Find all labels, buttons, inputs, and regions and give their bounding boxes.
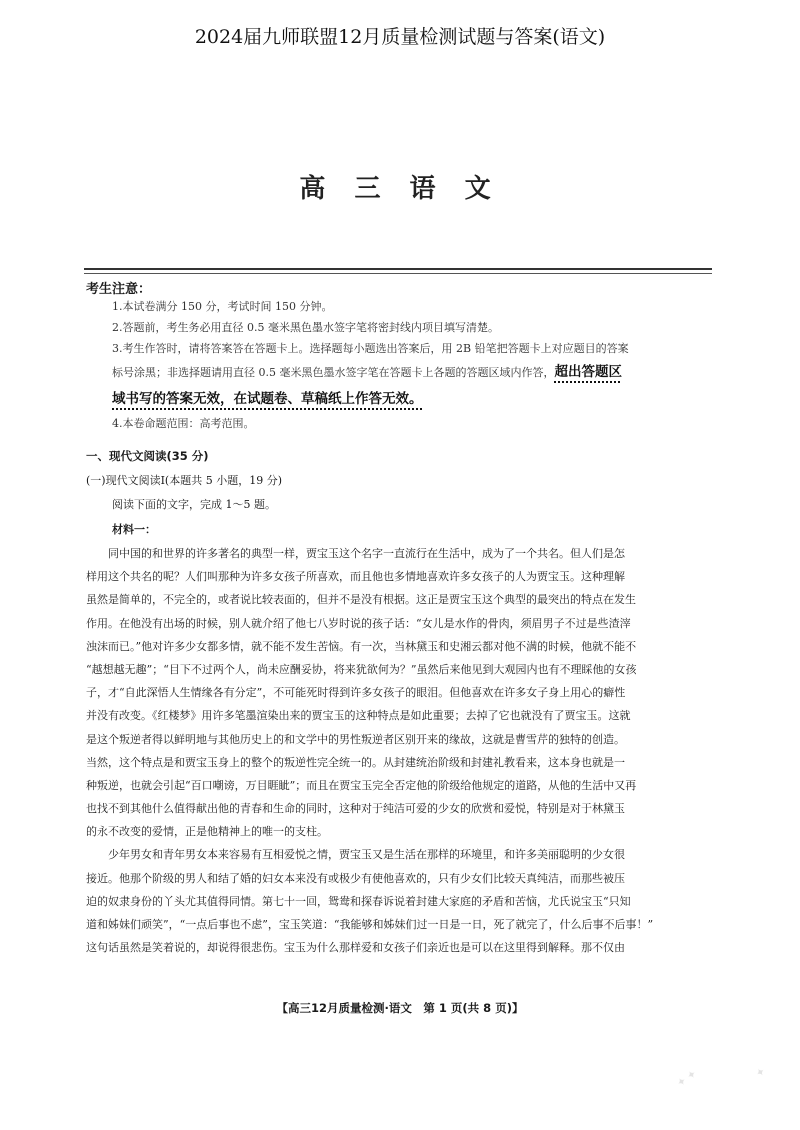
passage-line: 道和姊妹们顽笑”，“一点后事也不虑”，宝玉笑道：“我能够和姊妹们过一日是一日，死了就完了，什么后事不后事！” (86, 918, 654, 931)
passage-text (86, 542, 714, 959)
notice-list (112, 296, 712, 434)
passage-line: “越想越无趣”；“目下不过两个人，尚未应酬妥协，将来犹欲何为？”虽然后来他见到大观园内也有不理睬他的女孩 (86, 662, 637, 676)
notice-emphasis-a: 超出答题区 (554, 364, 622, 380)
notice-heading: 考生注意： (86, 282, 152, 297)
material-label: 材料一： (112, 523, 156, 536)
section-heading: 一、现代文阅读(35 分) (86, 449, 209, 463)
exam-title: 高 三 语 文 (299, 174, 501, 204)
notice-item-3: 3.考生作答时，请将答案答在答题卡上。选择题每小题选出答案后，用 2B 铅笔把答题卡上对应题目的答案 (112, 342, 629, 355)
passage-line: 当然，这个特点是和贾宝玉身上的整个的叛逆性完全统一的。从封建统治阶级和封建礼教看来，这本身也就是一 (86, 755, 625, 769)
passage-line: 种叛逆，也就会引起“百口嘲谤，万目睚眦”；而且在贾宝玉完全否定他的阶级给他规定的道路，从他的生活中又再 (86, 778, 637, 792)
passage-line: 接近。他那个阶级的男人和结了婚的妇女本来没有或极少有使他喜欢的，只有少女们比较天真纯洁，而那些被压 (86, 871, 625, 885)
passage-line: 少年男女和青年男女本来容易有互相爱悦之情，贾宝玉又是生活在那样的环境里，和许多美丽聪明的少女很 (86, 848, 625, 862)
reading-instruction: 阅读下面的文字，完成 1～5 题。 (112, 498, 276, 511)
passage-line: 同中国的和世界的许多著名的典型一样，贾宝玉这个名字一直流行在生活中，成为了一个共名。但人们是怎 (86, 547, 625, 560)
header-rule-thick (84, 268, 712, 270)
passage-line: 这句话虽然是笑着说的，却说得很悲伤。宝玉为什么那样爱和女孩子们亲近也是可以在这里得到解释。那不仅由 (86, 941, 625, 955)
section-sub-heading: (一)现代文阅读Ⅰ(本题共 5 小题，19 分) (86, 474, 282, 487)
notice-item-4: 4.本卷命题范围：高考范围。 (112, 417, 255, 430)
passage-line: 也找不到其他什么值得献出他的青春和生命的同时，这种对于纯洁可爱的少女的欣赏和爱悦，特别是对于林黛玉 (86, 802, 625, 816)
notice-emphasis-b: 域书写的答案无效，在试题卷、草稿纸上作答无效。 (112, 391, 423, 407)
notice-item-3-cont-text: 标号涂黑；非选择题请用直径 0.5 毫米黑色墨水签字笔在答题卡上各题的答题区域内作答， (112, 366, 555, 379)
passage-line: 并没有改变。《红楼梦》用许多笔墨渲染出来的贾宝玉的这种特点是如此重要；去掉了它也就没有了贾宝玉。这就 (86, 709, 631, 723)
watermark-mark: ✦ ✦ (674, 1067, 700, 1090)
passage-line: 的永不改变的爱情，正是他精神上的唯一的支柱。 (86, 825, 328, 839)
passage-line: 迫的奴隶身份的丫头尤其值得同情。第七十一回，鸳鸯和探春诉说着封建大家庭的矛盾和苦恼，尤氏说宝玉“只知 (86, 894, 631, 908)
notice-emphasis-line (112, 386, 712, 413)
watermark-mark: ✦ (753, 1065, 769, 1081)
passage-line: 子，才“自此深悟人生情缘各有分定”，不可能死时得到许多女孩子的眼泪。但他喜欢在许多女子身上用心的癖性 (86, 686, 626, 700)
header-rule-thin (84, 273, 712, 274)
passage-line: 虽然是简单的，不完全的，或者说比较表面的，但并不是没有根据。这正是贾宝玉这个典型的最突出的特点在发生 (86, 593, 636, 607)
passage-line: 样用这个共名的呢？人们叫那种为许多女孩子所喜欢，而且他也多情地喜欢许多女孩子的人为贾宝玉。这种理解 (86, 570, 625, 584)
notice-item-3-continuation (112, 359, 712, 386)
passage-line: 作用。在他没有出场的时候，别人就介绍了他七八岁时说的孩子话：“女儿是水作的骨肉，须眉男子不过是些渣滓 (86, 616, 631, 630)
page-footer: 【高三12月质量检测·语文 第 1 页(共 8 页)】 (276, 1001, 524, 1015)
passage-line: 是这个叛逆者得以鲜明地与其他历史上的和文学中的男性叛逆者区别开来的缘故，这就是曹雪芹的独特的创造。 (86, 732, 625, 746)
notice-item-1: 1.本试卷满分 150 分，考试时间 150 分钟。 (112, 300, 333, 313)
notice-item-2: 2.答题前，考生务必用直径 0.5 毫米黑色墨水签字笔将密封线内项目填写清楚。 (112, 321, 499, 334)
document-title: 2024届九师联盟12月质量检测试题与答案(语文) (194, 26, 606, 48)
passage-line: 浊沫而已。”他对许多少女都多情，就不能不发生苦恼。有一次，当林黛玉和史湘云都对他不满的时候，他就不能不 (86, 639, 637, 653)
